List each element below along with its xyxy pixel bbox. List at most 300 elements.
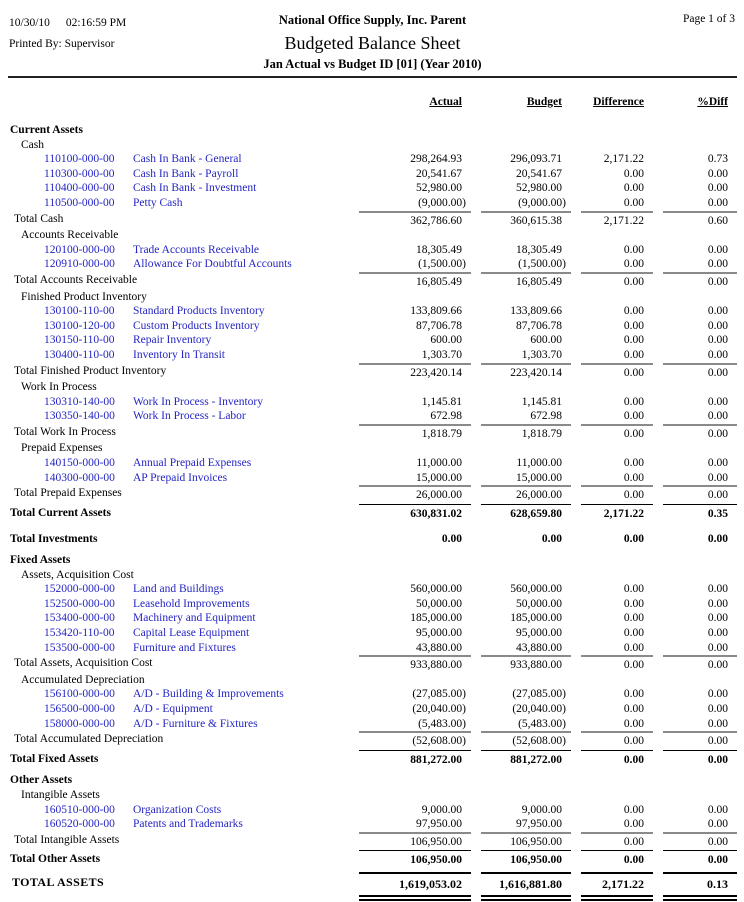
account-row xyxy=(8,456,737,471)
account-description-link[interactable]: Capital Lease Equipment xyxy=(133,627,250,639)
pctdiff-value: 0.00 xyxy=(663,272,737,290)
pctdiff-value: 0.00 xyxy=(707,410,728,423)
actual-value: 87,706.78 xyxy=(416,319,462,332)
actual-value: 106,950.00 xyxy=(359,832,471,850)
account-label xyxy=(8,456,349,471)
row-label: Total Prepaid Expenses xyxy=(14,487,122,500)
pctdiff-value: 0.13 xyxy=(663,872,737,901)
section-row xyxy=(8,123,737,138)
budget-value: 1,303.70 xyxy=(521,348,562,361)
account-label xyxy=(8,626,349,641)
budget-value: (27,085.00) xyxy=(512,688,566,701)
account-number-link[interactable]: 110100-000-00 xyxy=(44,153,115,166)
difference-value: 0.00 xyxy=(581,731,653,749)
account-number-link[interactable]: 120910-000-00 xyxy=(44,258,115,271)
row-label: Total Other Assets xyxy=(10,853,101,866)
printed-by xyxy=(9,34,126,55)
budget-value: 9,000.00 xyxy=(521,803,562,816)
account-description-link[interactable]: Annual Prepaid Expenses xyxy=(133,457,252,470)
account-row xyxy=(8,471,737,486)
account-row xyxy=(8,333,737,348)
difference-value: 0.00 xyxy=(623,395,644,408)
pctdiff-value: 0.35 xyxy=(663,504,737,522)
account-label xyxy=(8,196,349,211)
company-name: National Office Supply, Inc. Parent xyxy=(278,13,467,27)
actual-value: (52,608.00) xyxy=(359,731,471,749)
account-label xyxy=(8,702,349,717)
account-label xyxy=(8,395,349,410)
pctdiff-value: 0.00 xyxy=(707,348,728,361)
difference-value: 0.00 xyxy=(581,363,653,381)
row-label: Other Assets xyxy=(10,774,73,787)
account-description-link[interactable]: Leasehold Improvements xyxy=(133,597,250,610)
page-number: Page 1 of 3 xyxy=(682,13,735,25)
group-row xyxy=(8,568,737,583)
account-row xyxy=(8,395,737,410)
account-description-link[interactable]: Trade Accounts Receivable xyxy=(133,243,260,256)
account-label xyxy=(8,243,349,258)
account-label xyxy=(8,687,349,702)
actual-value: (27,085.00) xyxy=(412,688,466,701)
difference-value: 0.00 xyxy=(623,182,644,195)
budget-value: 133,809.66 xyxy=(510,305,562,318)
actual-value: 362,786.60 xyxy=(359,211,471,229)
total-row xyxy=(8,504,737,522)
budget-value: 0.00 xyxy=(541,533,562,546)
group-row xyxy=(8,228,737,243)
account-number-link[interactable]: 140150-000-00 xyxy=(44,457,115,470)
row-label: Total Intangible Assets xyxy=(14,833,120,846)
account-number-link[interactable]: 130400-110-00 xyxy=(44,348,115,361)
group-row xyxy=(8,290,737,305)
account-label xyxy=(8,257,349,272)
difference-value: 0.00 xyxy=(623,319,644,332)
actual-value: 43,880.00 xyxy=(416,641,462,654)
account-number-link[interactable]: 130100-110-00 xyxy=(44,305,115,318)
pctdiff-value: 0.00 xyxy=(707,457,728,470)
actual-value: 16,805.49 xyxy=(359,272,471,290)
actual-value: 1,818.79 xyxy=(359,424,471,442)
print-date: 10/30/10 xyxy=(9,17,50,29)
pctdiff-value: 0.00 xyxy=(663,731,737,749)
pctdiff-value: 0.00 xyxy=(707,597,728,610)
pctdiff-value: 0.00 xyxy=(707,533,728,546)
account-row xyxy=(8,196,737,211)
printed-by-value: Supervisor xyxy=(64,38,115,50)
difference-value: 0.00 xyxy=(623,612,644,625)
account-description-link[interactable]: AP Prepaid Invoices xyxy=(133,471,228,484)
account-number-link[interactable]: 153420-110-00 xyxy=(44,627,115,639)
difference-value: 2,171.22 xyxy=(581,504,653,522)
difference-value: 0.00 xyxy=(581,832,653,850)
budget-value: (1,500.00) xyxy=(518,258,566,271)
row-label: Total Accounts Receivable xyxy=(14,273,138,286)
pctdiff-value: 0.00 xyxy=(707,182,728,195)
actual-value: 185,000.00 xyxy=(410,612,462,625)
account-number-link[interactable]: 158000-000-00 xyxy=(44,717,115,730)
row-label: Intangible Assets xyxy=(21,788,100,801)
row-label: Accounts Receivable xyxy=(21,229,119,242)
row-label: Total Current Assets xyxy=(10,506,111,519)
subtotal-row xyxy=(8,424,737,442)
account-number-link[interactable]: 130310-140-00 xyxy=(44,395,115,408)
pctdiff-value: 0.00 xyxy=(707,717,728,730)
total-row xyxy=(8,850,737,868)
column-header-spacer xyxy=(8,95,349,110)
actual-value: 1,303.70 xyxy=(421,348,462,361)
pctdiff-value: 0.00 xyxy=(663,850,737,868)
account-number-link[interactable]: 156500-000-00 xyxy=(44,702,115,715)
account-label xyxy=(8,333,349,348)
account-description-link[interactable]: Cash In Bank - Payroll xyxy=(133,167,239,180)
difference-value: 0.00 xyxy=(623,334,644,347)
actual-value: 20,541.67 xyxy=(416,167,462,180)
budget-value: 43,880.00 xyxy=(516,641,562,654)
column-header-pctdiff: %Diff xyxy=(697,96,728,108)
account-number-link[interactable]: 156100-000-00 xyxy=(44,688,115,701)
budget-value: 560,000.00 xyxy=(510,583,562,596)
group-row xyxy=(8,441,737,456)
pctdiff-value: 0.00 xyxy=(663,750,737,768)
group-row xyxy=(8,788,737,803)
actual-value: 133,809.66 xyxy=(410,305,462,318)
account-row xyxy=(8,181,737,196)
account-label xyxy=(8,717,349,732)
account-row xyxy=(8,611,737,626)
pctdiff-value: 0.00 xyxy=(707,471,728,484)
difference-value: 0.00 xyxy=(623,627,644,639)
difference-value: 0.00 xyxy=(623,688,644,701)
pctdiff-value: 0.00 xyxy=(707,803,728,816)
budget-value: 16,805.49 xyxy=(481,272,571,290)
difference-value: 0.00 xyxy=(623,717,644,730)
difference-value: 0.00 xyxy=(623,410,644,423)
pctdiff-value: 0.00 xyxy=(707,702,728,715)
row-label: Total Cash xyxy=(14,212,64,225)
subtotal-row xyxy=(8,363,737,381)
account-description-link[interactable]: Furniture and Fixtures xyxy=(133,641,236,654)
pctdiff-value: 0.00 xyxy=(663,655,737,673)
actual-value: 11,000.00 xyxy=(416,457,462,470)
actual-value: 15,000.00 xyxy=(416,471,462,484)
account-number-link[interactable]: 160510-000-00 xyxy=(44,803,115,816)
difference-value: 0.00 xyxy=(623,196,644,209)
account-row xyxy=(8,348,737,363)
account-description-link[interactable]: A/D - Building & Improvements xyxy=(133,688,284,701)
difference-value: 0.00 xyxy=(623,533,644,546)
account-row xyxy=(8,702,737,717)
account-description-link[interactable]: Repair Inventory xyxy=(133,334,212,347)
actual-value: 672.98 xyxy=(430,410,462,423)
row-label: Total Work In Process xyxy=(14,425,116,438)
account-description-link[interactable]: A/D - Furniture & Fixtures xyxy=(133,717,258,730)
account-description-link[interactable]: Organization Costs xyxy=(133,803,222,816)
printed-by-label: Printed By: xyxy=(9,38,62,50)
actual-value: 1,619,053.02 xyxy=(359,872,471,901)
difference-value: 0.00 xyxy=(581,750,653,768)
difference-value: 0.00 xyxy=(623,818,644,831)
budget-value: 87,706.78 xyxy=(516,319,562,332)
budget-value: 15,000.00 xyxy=(516,471,562,484)
actual-value: 600.00 xyxy=(430,334,462,347)
difference-value: 0.00 xyxy=(581,424,653,442)
column-header-difference: Difference xyxy=(593,96,644,108)
row-label: Work In Process xyxy=(21,381,97,394)
actual-value: 1,145.81 xyxy=(421,395,462,408)
budget-value: (20,040.00) xyxy=(512,702,566,715)
difference-value: 0.00 xyxy=(623,305,644,318)
difference-value: 0.00 xyxy=(623,471,644,484)
account-description-link[interactable]: Patents and Trademarks xyxy=(133,818,243,831)
account-row xyxy=(8,319,737,334)
actual-value: (9,000.00) xyxy=(418,196,466,209)
row-label: Accumulated Depreciation xyxy=(21,673,145,686)
group-row xyxy=(8,380,737,395)
account-number-link[interactable]: 110300-000-00 xyxy=(44,167,115,180)
account-label xyxy=(8,471,349,486)
account-number-link[interactable]: 130100-120-00 xyxy=(44,319,115,332)
account-description-link[interactable]: Custom Products Inventory xyxy=(133,319,260,332)
budget-value: 97,950.00 xyxy=(516,818,562,831)
actual-value: 881,272.00 xyxy=(359,750,471,768)
account-description-link[interactable]: Machinery and Equipment xyxy=(133,612,256,625)
total-row xyxy=(8,750,737,768)
row-label: Prepaid Expenses xyxy=(21,442,103,455)
account-row xyxy=(8,243,737,258)
budget-value: 26,000.00 xyxy=(481,485,571,503)
print-meta xyxy=(9,13,126,55)
pctdiff-value: 0.00 xyxy=(707,258,728,271)
account-number-link[interactable]: 110500-000-00 xyxy=(44,196,115,209)
account-label xyxy=(8,611,349,626)
pctdiff-value: 0.00 xyxy=(707,612,728,625)
budget-value: 933,880.00 xyxy=(481,655,571,673)
difference-value: 2,171.22 xyxy=(581,211,653,229)
row-label: Total Fixed Assets xyxy=(10,752,99,765)
account-label xyxy=(8,348,349,363)
budget-value: 628,659.80 xyxy=(481,504,571,522)
section-row xyxy=(8,773,737,788)
print-time: 02:16:59 PM xyxy=(65,17,127,29)
account-row xyxy=(8,582,737,597)
pctdiff-value: 0.00 xyxy=(707,334,728,347)
account-description-link[interactable]: Land and Buildings xyxy=(133,583,224,596)
total-row xyxy=(8,530,737,547)
difference-value: 0.00 xyxy=(581,272,653,290)
account-number-link[interactable]: 152500-000-00 xyxy=(44,597,115,610)
account-description-link[interactable]: Cash In Bank - General xyxy=(133,153,242,166)
actual-value: 298,264.93 xyxy=(410,153,462,166)
account-label xyxy=(8,817,349,832)
account-label xyxy=(8,181,349,196)
subtotal-row xyxy=(8,211,737,229)
actual-value: 560,000.00 xyxy=(410,583,462,596)
row-label: Fixed Assets xyxy=(10,554,71,567)
account-description-link[interactable]: Allowance For Doubtful Accounts xyxy=(133,258,292,271)
account-description-link[interactable]: Standard Products Inventory xyxy=(133,305,265,318)
subtotal-row xyxy=(8,655,737,673)
actual-value: 106,950.00 xyxy=(359,850,471,868)
account-number-link[interactable]: 130150-110-00 xyxy=(44,334,115,347)
budget-value: 106,950.00 xyxy=(481,832,571,850)
subtotal-row xyxy=(8,272,737,290)
budget-value: 185,000.00 xyxy=(510,612,562,625)
subtotal-row xyxy=(8,832,737,850)
actual-value: (20,040.00) xyxy=(412,702,466,715)
difference-value: 0.00 xyxy=(623,803,644,816)
budget-value: 1,818.79 xyxy=(481,424,571,442)
budget-value: (9,000.00) xyxy=(518,196,566,209)
column-header-budget: Budget xyxy=(526,96,562,108)
group-row xyxy=(8,673,737,688)
account-label xyxy=(8,409,349,424)
actual-value: (1,500.00) xyxy=(418,258,466,271)
account-row xyxy=(8,167,737,182)
section-row xyxy=(8,553,737,568)
pctdiff-value: 0.00 xyxy=(707,627,728,639)
pctdiff-value: 0.00 xyxy=(707,305,728,318)
account-description-link[interactable]: Petty Cash xyxy=(133,196,183,209)
pctdiff-value: 0.00 xyxy=(663,832,737,850)
account-description-link[interactable]: Work In Process - Labor xyxy=(133,410,246,423)
difference-value: 2,171.22 xyxy=(581,872,653,901)
row-label: TOTAL ASSETS xyxy=(12,874,105,889)
difference-value: 0.00 xyxy=(623,258,644,271)
pctdiff-value: 0.00 xyxy=(707,583,728,596)
difference-value: 0.00 xyxy=(623,457,644,470)
pctdiff-value: 0.00 xyxy=(707,243,728,256)
actual-value: 52,980.00 xyxy=(416,182,462,195)
group-row xyxy=(8,138,737,153)
report-header xyxy=(8,0,737,76)
account-row xyxy=(8,626,737,641)
budget-value: 106,950.00 xyxy=(481,850,571,868)
pctdiff-value: 0.00 xyxy=(707,688,728,701)
account-number-link[interactable]: 153500-000-00 xyxy=(44,641,115,654)
difference-value: 0.00 xyxy=(623,583,644,596)
budget-value: 11,000.00 xyxy=(516,457,562,470)
account-row xyxy=(8,257,737,272)
print-datetime xyxy=(9,13,126,34)
pctdiff-value: 0.00 xyxy=(663,424,737,442)
account-row xyxy=(8,409,737,424)
difference-value: 0.00 xyxy=(623,243,644,256)
account-label xyxy=(8,319,349,334)
account-number-link[interactable]: 152000-000-00 xyxy=(44,583,115,596)
account-label xyxy=(8,597,349,612)
row-label: Cash xyxy=(21,138,44,151)
account-row xyxy=(8,717,737,732)
report-rows xyxy=(8,123,737,901)
budget-value: 600.00 xyxy=(530,334,562,347)
account-description-link[interactable]: A/D - Equipment xyxy=(133,702,213,715)
difference-value: 0.00 xyxy=(581,850,653,868)
row-label: Finished Product Inventory xyxy=(21,290,147,303)
difference-value: 0.00 xyxy=(623,597,644,610)
actual-value: 18,305.49 xyxy=(416,243,462,256)
budget-value: 881,272.00 xyxy=(481,750,571,768)
header-rule xyxy=(8,76,737,78)
account-label xyxy=(8,167,349,182)
budget-value: 672.98 xyxy=(530,410,562,423)
report-subtitle: Jan Actual vs Budget ID [01] (Year 2010) xyxy=(263,57,482,71)
row-label: Total Finished Product Inventory xyxy=(14,364,167,377)
budget-value: 52,980.00 xyxy=(516,182,562,195)
actual-value: 0.00 xyxy=(441,533,462,546)
actual-value: 26,000.00 xyxy=(359,485,471,503)
actual-value: 223,420.14 xyxy=(359,363,471,381)
budget-value: (52,608.00) xyxy=(481,731,571,749)
account-number-link[interactable]: 140300-000-00 xyxy=(44,471,115,484)
account-row xyxy=(8,641,737,656)
difference-value: 0.00 xyxy=(581,485,653,503)
pctdiff-value: 0.60 xyxy=(663,211,737,229)
row-label: Total Assets, Acquisition Cost xyxy=(14,657,153,670)
budget-value: 1,145.81 xyxy=(521,395,562,408)
account-row xyxy=(8,803,737,818)
difference-value: 0.00 xyxy=(623,702,644,715)
difference-value: 0.00 xyxy=(623,348,644,361)
pctdiff-value: 0.00 xyxy=(707,818,728,831)
pctdiff-value: 0.73 xyxy=(707,153,728,166)
account-number-link[interactable]: 153400-000-00 xyxy=(44,612,115,625)
difference-value: 0.00 xyxy=(623,167,644,180)
budget-value: (5,483.00) xyxy=(518,717,566,730)
subtotal-row xyxy=(8,731,737,749)
account-row xyxy=(8,152,737,167)
column-headers xyxy=(8,95,737,110)
account-label xyxy=(8,304,349,319)
account-description-link[interactable]: Cash In Bank - Investment xyxy=(133,182,257,195)
account-label xyxy=(8,582,349,597)
account-label xyxy=(8,152,349,167)
account-number-link[interactable]: 160520-000-00 xyxy=(44,818,115,831)
actual-value: 50,000.00 xyxy=(416,597,462,610)
difference-value: 2,171.22 xyxy=(603,153,644,166)
account-description-link[interactable]: Inventory In Transit xyxy=(133,348,225,361)
row-label: Total Accumulated Depreciation xyxy=(14,733,164,746)
pctdiff-value: 0.00 xyxy=(707,167,728,180)
budget-value: 18,305.49 xyxy=(516,243,562,256)
difference-value: 0.00 xyxy=(623,641,644,654)
actual-value: 97,950.00 xyxy=(416,818,462,831)
column-header-actual: Actual xyxy=(429,96,462,108)
report-title: Budgeted Balance Sheet xyxy=(284,33,461,53)
account-description-link[interactable]: Work In Process - Inventory xyxy=(133,395,264,408)
account-number-link[interactable]: 120100-000-00 xyxy=(44,243,115,256)
budget-value: 95,000.00 xyxy=(516,627,562,639)
budget-value: 360,615.38 xyxy=(481,211,571,229)
account-row xyxy=(8,687,737,702)
account-label xyxy=(8,641,349,656)
pctdiff-value: 0.00 xyxy=(663,485,737,503)
account-number-link[interactable]: 130350-140-00 xyxy=(44,410,115,423)
account-row xyxy=(8,304,737,319)
subtotal-row xyxy=(8,485,737,503)
budget-value: 1,616,881.80 xyxy=(481,872,571,901)
grand-total-row xyxy=(8,872,737,901)
account-number-link[interactable]: 110400-000-00 xyxy=(44,182,115,195)
account-row xyxy=(8,817,737,832)
difference-value: 0.00 xyxy=(581,655,653,673)
row-label: Current Assets xyxy=(10,124,83,136)
row-label: Total Investments xyxy=(10,533,98,546)
actual-value: 630,831.02 xyxy=(359,504,471,522)
actual-value: (5,483.00) xyxy=(418,717,466,730)
pctdiff-value: 0.00 xyxy=(707,395,728,408)
actual-value: 933,880.00 xyxy=(359,655,471,673)
account-label xyxy=(8,803,349,818)
